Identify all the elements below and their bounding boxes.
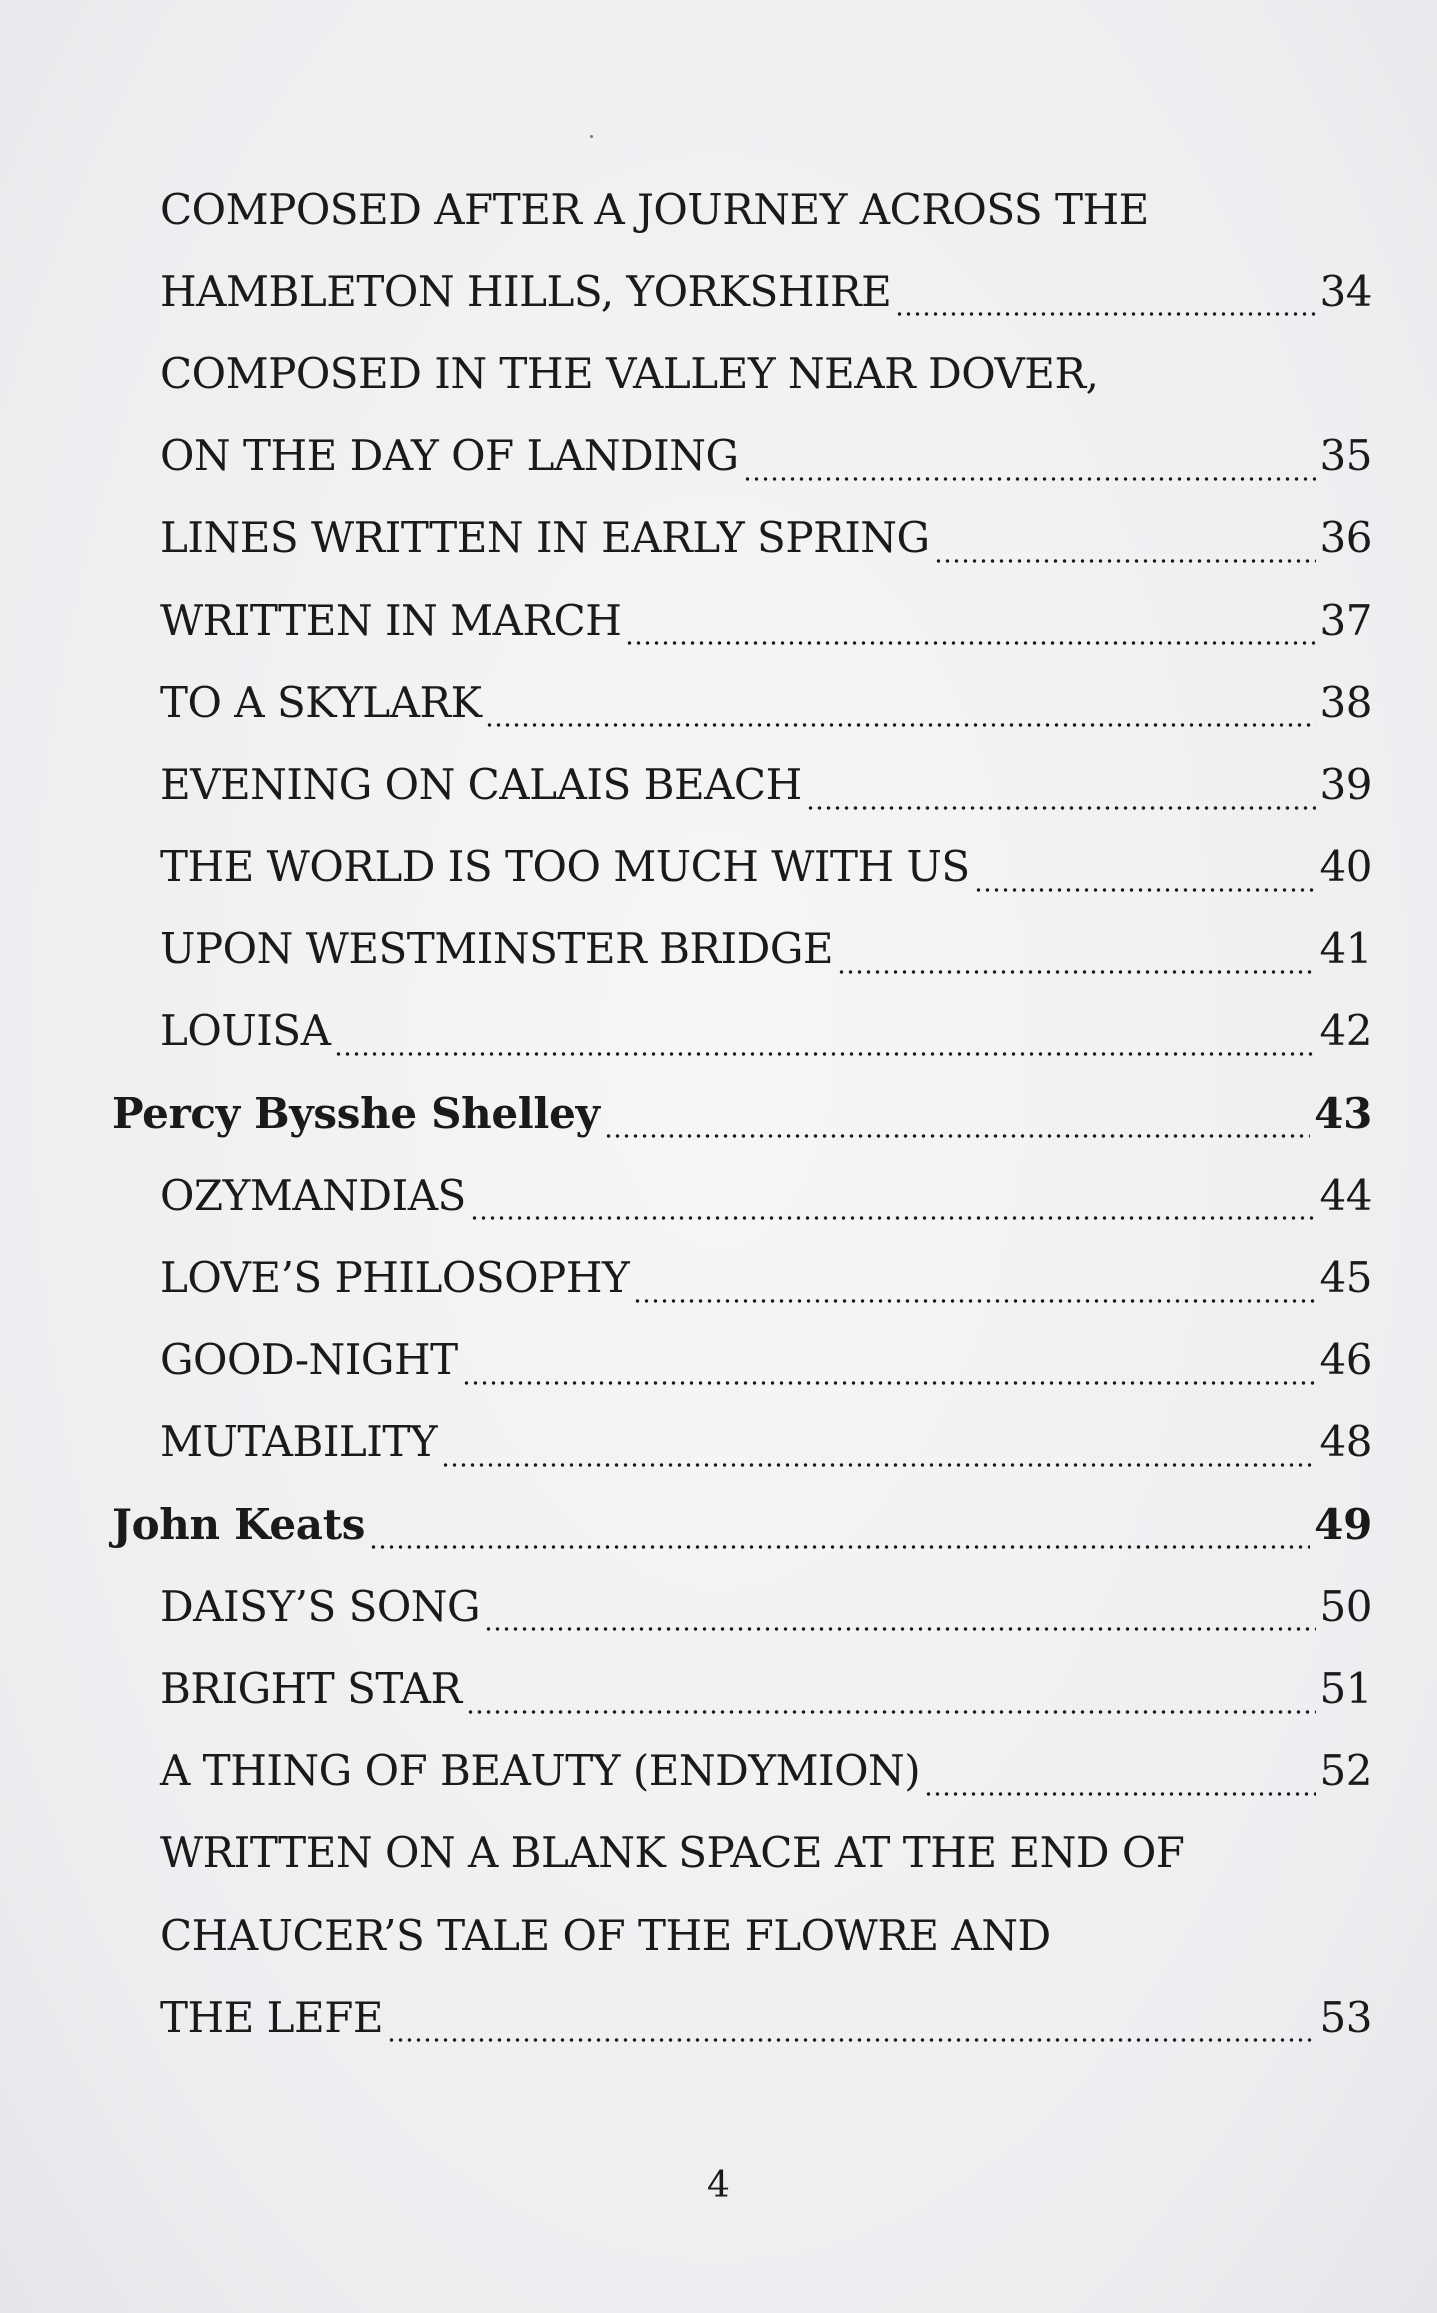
toc-entry-title: WRITTEN ON A BLANK SPACE AT THE END OF (160, 1828, 1185, 1878)
toc-entry (112, 1812, 1372, 1894)
toc-entry-page: 36 (1319, 513, 1372, 563)
dot-leader (334, 1036, 1315, 1072)
toc-entry-title: UPON WESTMINSTER BRIDGE (160, 924, 834, 974)
toc-entry (112, 250, 1372, 332)
toc-entry-title: GOOD-NIGHT (160, 1335, 458, 1385)
toc-entry (112, 826, 1372, 908)
dot-leader (470, 1200, 1316, 1236)
toc-entry-page: 53 (1319, 1992, 1372, 2042)
toc-entry-title: COMPOSED AFTER A JOURNEY ACROSS THE (160, 184, 1149, 234)
toc-entry-title: HAMBLETON HILLS, YORKSHIRE (160, 266, 892, 316)
toc-entry-title: THE WORLD IS TOO MUCH WITH US (160, 842, 970, 892)
toc-entry-title: TO A SKYLARK (160, 677, 482, 727)
toc-entry (112, 990, 1372, 1072)
toc-entry-title: CHAUCER’S TALE OF THE FLOWRE AND (160, 1910, 1051, 1960)
toc-entry (112, 1154, 1372, 1236)
dot-leader (895, 296, 1315, 332)
toc-entry (112, 497, 1372, 579)
dot-leader (625, 625, 1315, 661)
dot-leader (743, 461, 1316, 497)
dot-leader (837, 954, 1316, 990)
dot-leader (441, 1447, 1315, 1483)
toc-author-heading (112, 1483, 1372, 1565)
toc-entry (112, 1565, 1372, 1647)
toc-entry-page: 52 (1319, 1746, 1372, 1796)
toc-entry-title: ON THE DAY OF LANDING (160, 431, 739, 481)
dot-leader (806, 790, 1316, 826)
toc-entry-title: EVENING ON CALAIS BEACH (160, 759, 802, 809)
toc-entry-page: 51 (1319, 1663, 1372, 1713)
toc-entry (112, 908, 1372, 990)
toc-entry-page: 46 (1319, 1335, 1372, 1385)
toc-entry-title: MUTABILITY (160, 1417, 438, 1467)
toc-entry-page: 49 (1314, 1499, 1372, 1549)
dot-leader (484, 1611, 1315, 1647)
toc-entry (112, 1894, 1372, 1976)
toc-entry (112, 168, 1372, 250)
dot-leader (387, 2022, 1316, 2058)
toc-entry (112, 415, 1372, 497)
toc-entry-title: Percy Bysshe Shelley (112, 1088, 600, 1138)
toc-entry-page: 37 (1319, 595, 1372, 645)
toc-entry-title: DAISY’S SONG (160, 1581, 481, 1631)
toc-entry-title: LINES WRITTEN IN EARLY SPRING (160, 513, 930, 563)
toc-entry-title: WRITTEN IN MARCH (160, 595, 622, 645)
toc-entry-page: 34 (1319, 266, 1372, 316)
dot-leader (974, 872, 1316, 908)
toc-author-heading (112, 1072, 1372, 1154)
page-number: 4 (707, 2165, 730, 2206)
toc-entry-title: BRIGHT STAR (160, 1663, 462, 1713)
toc-entry (112, 579, 1372, 661)
toc-entry-page: 43 (1314, 1088, 1372, 1138)
dot-leader (369, 1529, 1310, 1565)
toc-entry-title: COMPOSED IN THE VALLEY NEAR DOVER, (160, 348, 1099, 398)
toc-entry (112, 1730, 1372, 1812)
toc-entry-page: 35 (1319, 431, 1372, 481)
toc-entry-title: John Keats (112, 1499, 366, 1549)
toc-entry-page: 41 (1319, 924, 1372, 974)
toc-entry-title: OZYMANDIAS (160, 1170, 466, 1220)
toc-entry-page: 44 (1319, 1170, 1372, 1220)
toc-entry-page: 40 (1319, 842, 1372, 892)
toc-entry (112, 1401, 1372, 1483)
dot-leader (466, 1694, 1316, 1730)
toc-entry (112, 332, 1372, 414)
dot-leader (462, 1365, 1316, 1401)
ink-speck (590, 135, 593, 138)
toc-entry (112, 1647, 1372, 1729)
toc-entry (112, 1236, 1372, 1318)
toc-entry-page: 42 (1319, 1006, 1372, 1056)
dot-leader (924, 1776, 1315, 1812)
toc-entry (112, 661, 1372, 743)
toc-entry-title: LOVE’S PHILOSOPHY (160, 1253, 630, 1303)
toc-entry-page: 48 (1319, 1417, 1372, 1467)
toc-entry-title: THE LEFE (160, 1992, 384, 2042)
toc-entry-page: 38 (1319, 677, 1372, 727)
dot-leader (485, 707, 1315, 743)
toc-entry (112, 743, 1372, 825)
toc-entry-title: A THING OF BEAUTY (ENDYMION) (160, 1746, 921, 1796)
toc-entry-title: LOUISA (160, 1006, 331, 1056)
toc-entry-page: 45 (1319, 1253, 1372, 1303)
toc-entry (112, 1319, 1372, 1401)
toc-entry (112, 1976, 1372, 2058)
dot-leader (633, 1283, 1315, 1319)
dot-leader (604, 1118, 1311, 1154)
toc-entry-page: 39 (1319, 759, 1372, 809)
toc-entry-page: 50 (1319, 1581, 1372, 1631)
dot-leader (934, 543, 1316, 579)
table-of-contents (112, 168, 1372, 2058)
